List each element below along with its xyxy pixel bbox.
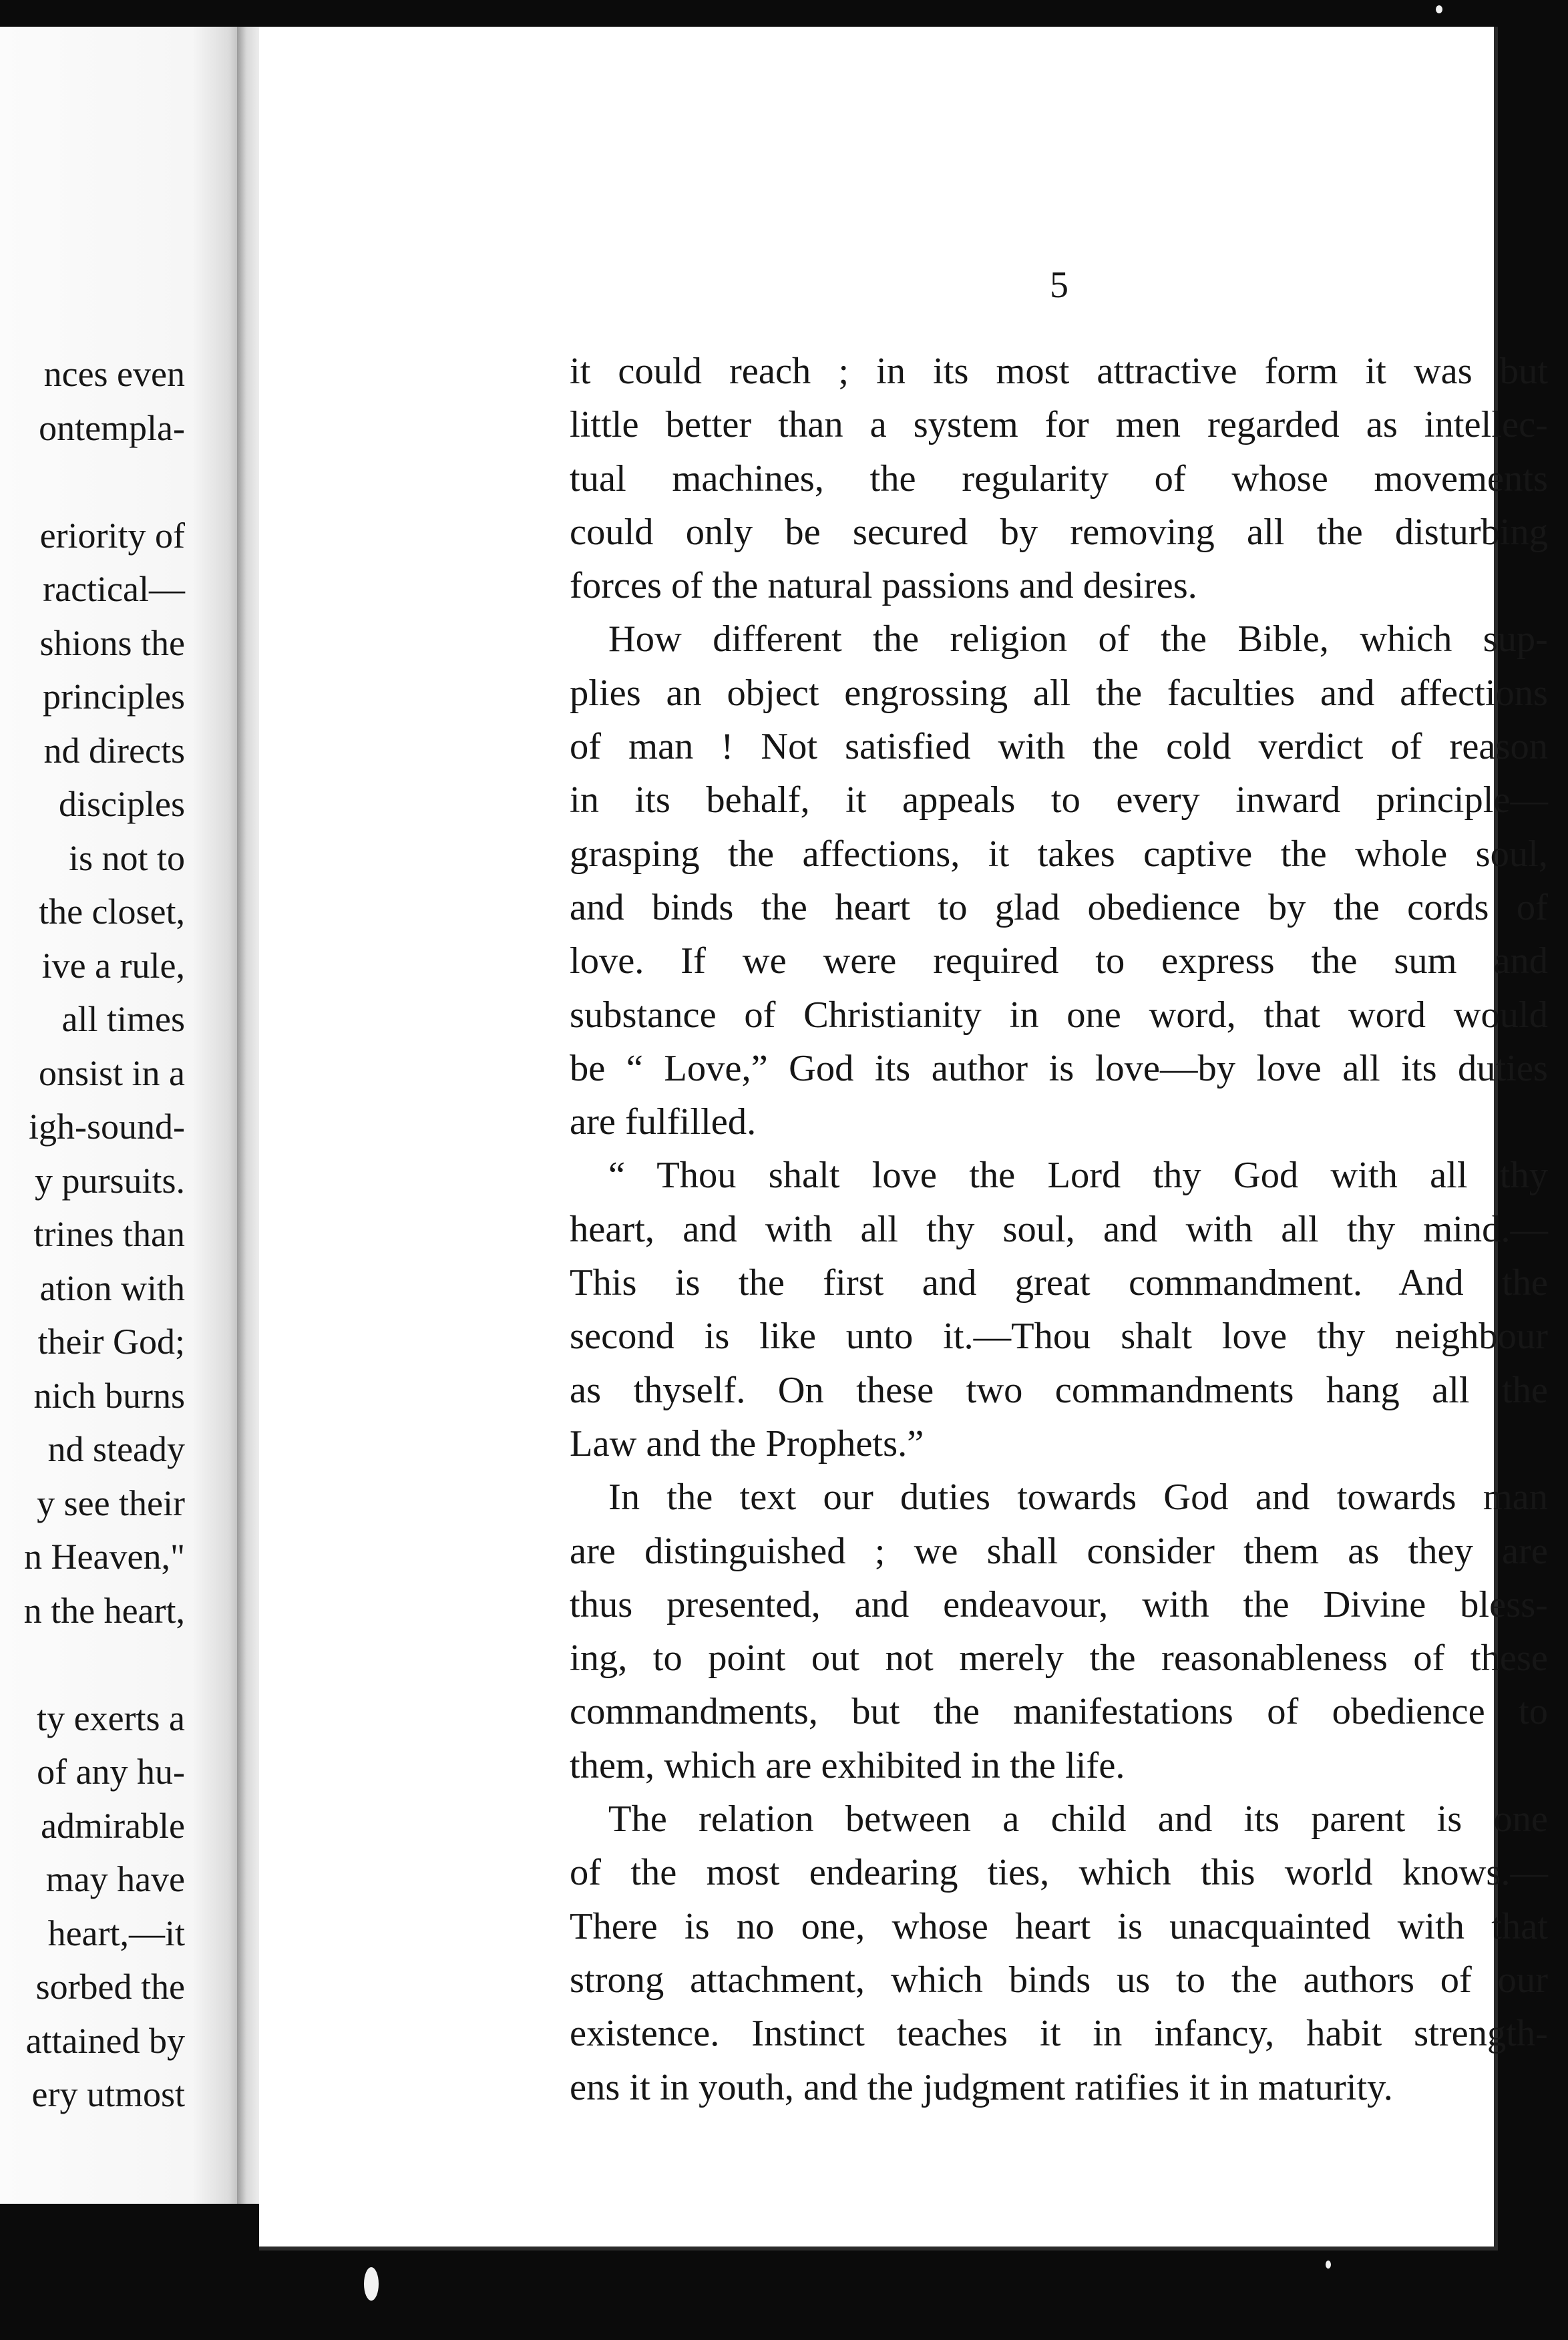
text-line: Law and the Prophets.” (570, 1422, 924, 1465)
left-page-line: n the heart, (23, 1590, 185, 1631)
left-page-line: their God; (37, 1322, 185, 1362)
text-line: second is like unto it.—Thou shalt love thy neighbour (570, 1316, 1548, 1358)
paragraph (570, 1149, 1548, 1471)
left-page-line: nd directs (43, 730, 185, 771)
page-body-text (570, 345, 1548, 2114)
paragraph (570, 1471, 1548, 1792)
text-line: be “ Love,” God its author is love—by love all its duties (570, 1047, 1548, 1089)
left-page-line: ty exerts a (37, 1698, 185, 1738)
left-page-line: the closet, (39, 892, 185, 932)
text-line: The relation between a child and its parent is one (608, 1798, 1548, 1840)
text-line: thus presented, and endeavour, with the Divine bless- (570, 1583, 1548, 1625)
text-line: heart, and with all thy soul, and with all thy mind.— (570, 1208, 1548, 1250)
left-page-line: may have (45, 1859, 185, 1899)
text-line: This is the first and great commandment. And the (570, 1262, 1548, 1304)
text-line: in its behalf, it appeals to every inward principle— (570, 779, 1548, 821)
left-page-line: y pursuits. (34, 1160, 185, 1201)
paragraph (570, 345, 1548, 612)
left-page-line: eriority of (39, 515, 185, 556)
text-line: tual machines, the regularity of whose movements (570, 457, 1548, 500)
left-page-line: onsist in a (38, 1052, 185, 1093)
text-line: existence. Instinct teaches it in infancy, habit strength- (570, 2013, 1548, 2055)
text-line: In the text our duties towards God and towards man (608, 1477, 1548, 1519)
right-page (259, 27, 1548, 2251)
text-line: them, which are exhibited in the life. (570, 1744, 1125, 1786)
text-line: substance of Christianity in one word, that word would (570, 994, 1548, 1036)
page-number: 5 (1050, 264, 1068, 306)
paragraph (570, 1792, 1548, 2114)
paragraph (570, 612, 1548, 1149)
left-page-line: heart,—it (47, 1913, 185, 1953)
text-line: There is no one, whose heart is unacquainted with that (570, 1905, 1548, 1947)
left-page-line: nd steady (47, 1429, 185, 1469)
left-page-line: ractical— (43, 569, 185, 609)
left-page-line (0, 455, 237, 509)
left-page-line: ontempla- (39, 407, 185, 448)
left-page (0, 27, 240, 2204)
left-page-line: principles (43, 676, 185, 717)
text-line: grasping the affections, it takes captive the whole soul, (570, 833, 1548, 875)
left-page-line (0, 1637, 237, 1692)
edge-speck (364, 2267, 379, 2301)
text-line: ens it in youth, and the judgment ratifies it in maturity. (570, 2066, 1393, 2108)
left-page-line: is not to (68, 837, 185, 878)
left-page-line: of any hu- (37, 1752, 185, 1792)
text-line: are distinguished ; we shall consider them as they are (570, 1530, 1548, 1572)
left-page-line: disciples (59, 784, 185, 824)
left-page-line: admirable (41, 1805, 185, 1846)
text-line: could only be secured by removing all the disturbing (570, 511, 1548, 553)
book-gutter (237, 27, 260, 2204)
text-line: of the most endearing ties, which this world knows.— (570, 1852, 1548, 1894)
left-page-line: sorbed the (35, 1967, 185, 2007)
text-line: it could reach ; in its most attractive form it was but (570, 351, 1548, 392)
text-line: How different the religion of the Bible, which sup- (608, 618, 1548, 660)
text-line: are fulfilled. (570, 1101, 757, 1143)
left-page-line: igh-sound- (29, 1107, 185, 1147)
left-page-line: ation with (39, 1268, 185, 1308)
left-page-line: nich burns (33, 1375, 185, 1416)
left-page-text (0, 347, 237, 2122)
text-line: strong attachment, which binds us to the authors of our (570, 1959, 1548, 2001)
text-line: ing, to point out not merely the reasonableness of these (570, 1637, 1548, 1680)
edge-speck (1436, 5, 1442, 13)
text-line: and binds the heart to glad obedience by the cords of (570, 886, 1548, 928)
edge-speck (1326, 2261, 1331, 2269)
text-line: forces of the natural passions and desires. (570, 565, 1197, 607)
left-page-line: trines than (33, 1214, 185, 1254)
text-line: “ Thou shalt love the Lord thy God with all thy (608, 1155, 1548, 1197)
left-page-line: y see their (37, 1483, 185, 1523)
text-line: as thyself. On these two commandments hang all the (570, 1369, 1548, 1411)
text-line: love. If we were required to express the sum and (570, 940, 1548, 982)
left-page-line: n Heaven," (24, 1537, 185, 1577)
left-page-line: ery utmost (31, 2074, 185, 2114)
left-page-line: nces even (43, 354, 185, 394)
left-page-line: ive a rule, (41, 945, 185, 986)
left-page-line: attained by (25, 2020, 185, 2061)
text-line: plies an object engrossing all the faculties and affections (570, 672, 1548, 714)
left-page-line: all times (61, 999, 185, 1039)
text-line: little better than a system for men regarded as intellec- (570, 404, 1548, 446)
text-line: commandments, but the manifestations of obedience to (570, 1691, 1548, 1733)
left-page-line: shions the (39, 622, 185, 663)
text-line: of man ! Not satisfied with the cold verdict of reason (570, 726, 1548, 768)
